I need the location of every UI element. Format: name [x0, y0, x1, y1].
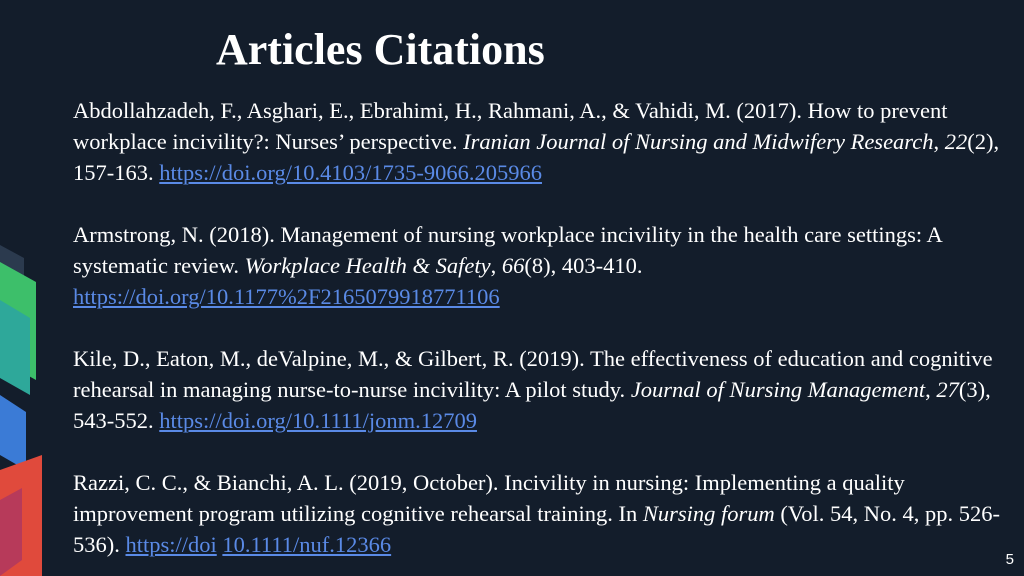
reference-item [73, 467, 1003, 560]
reference-authors: Abdollahzadeh, F., Asghari, E., Ebrahimi, H., Rahmani, A., & Vahidi, M. (2017). How to prevent workplace incivility?: Nurses’ perspective. [73, 98, 948, 154]
reference-details: (Vol. 54, No. 4, pp. 526-536). [73, 501, 1000, 557]
reference-volume: 66 [501, 253, 525, 278]
reference-volume: 22 [944, 129, 968, 154]
reference-item: Armstrong, N. (2018). Management of nursing workplace incivility in the health care settings: A systematic review. Workplace Health & Safety, 66(8), 403-410. https://doi.org/10.1177%2F2165079918771106 [73, 222, 942, 309]
reference-details: (8), 403-410. [524, 253, 643, 278]
reference-journal: Journal of Nursing Management [630, 377, 926, 402]
reference-authors: Kile, D., Eaton, M., deValpine, M., & Gilbert, R. (2019). The effectiveness of education and cognitive rehearsal in managing nurse-to-nurse incivility: A pilot study. [73, 346, 993, 402]
decorative-edge-shapes [0, 0, 70, 576]
reference-details: (3), 543-552. [73, 377, 991, 433]
reference-authors: Razzi, C. C., & Bianchi, A. L. (2019, October). Incivility in nursing: Implementing a quality improvement program utilizing cognitive rehearsal training. In [73, 470, 905, 526]
reference-journal: Nursing forum [642, 501, 775, 526]
reference-journal: Workplace Health & Safety [244, 253, 491, 278]
reference-item: Kile, D., Eaton, M., deValpine, M., & Gilbert, R. (2019). The effectiveness of education and cognitive rehearsal in managing nurse-to-nurse incivility: A pilot study. Journal of Nursing Management, 27(3), 543-552. https://doi.org/10.1111/jonm.12709 [73, 346, 993, 433]
slide-title: Articles Citations [216, 25, 545, 74]
reference-doi-link[interactable]: https://doi.org/10.1111/jonm.12709 [159, 408, 477, 433]
reference-doi-link-part1[interactable]: https://doi [125, 532, 217, 557]
reference-item: Abdollahzadeh, F., Asghari, E., Ebrahimi, H., Rahmani, A., & Vahidi, M. (2017). How to prevent workplace incivility?: Nurses’ perspective. Iranian Journal of Nursing and Midwifery Research, 22(2), 157-163. https://doi.org/10.4103/1735-9066.205966 [73, 98, 1000, 185]
page-number: 5 [1005, 551, 1014, 568]
reference-doi-link[interactable]: https://doi.org/10.1177%2F2165079918771106 [73, 284, 500, 309]
reference-doi-link-part2[interactable]: 10.1111/nuf.12366 [222, 532, 392, 557]
reference-list [73, 95, 1003, 560]
reference-volume: 27 [936, 377, 959, 402]
decor-shape-blue [0, 395, 26, 470]
reference-details: (2), 157-163. [73, 129, 1000, 185]
reference-authors: Armstrong, N. (2018). Management of nursing workplace incivility in the health care settings: A systematic review. [73, 222, 942, 278]
reference-doi-link[interactable]: https://doi.org/10.4103/1735-9066.205966 [159, 160, 542, 185]
reference-journal: Iranian Journal of Nursing and Midwifery Research [463, 129, 934, 154]
